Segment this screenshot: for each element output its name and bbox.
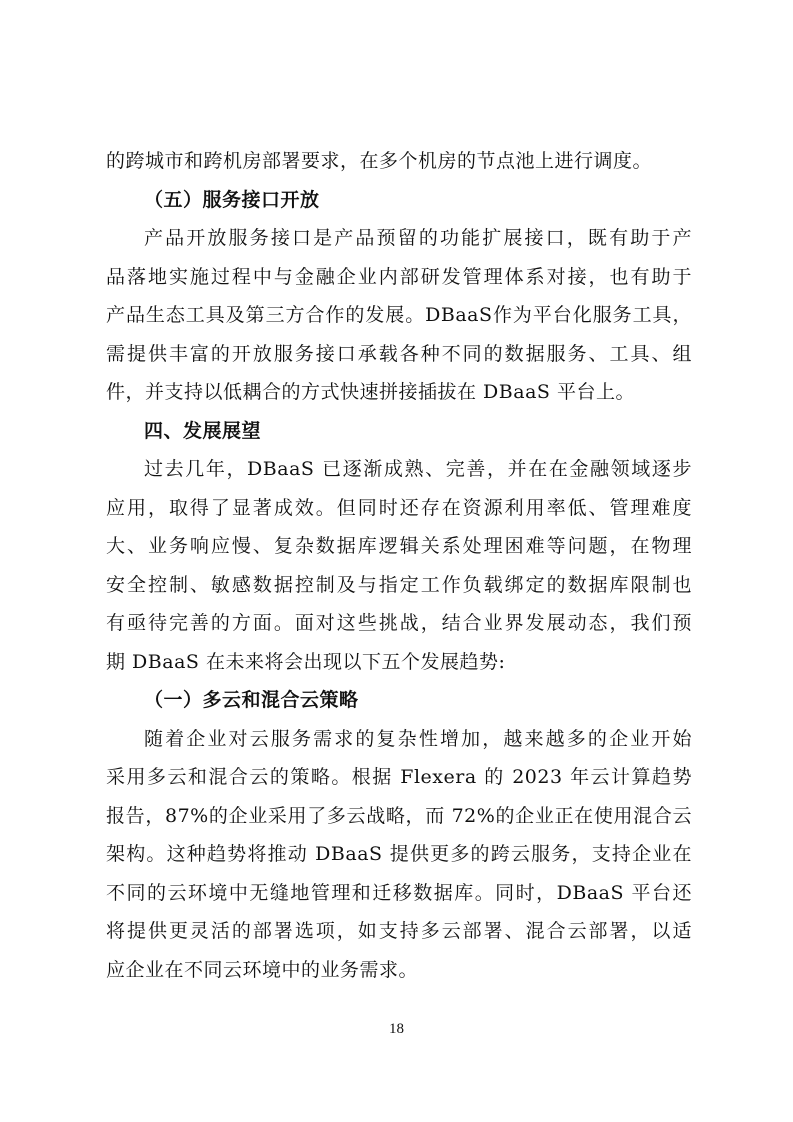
text-line: 产品开放服务接口是产品预留的功能扩展接口，既有助于产 — [144, 227, 692, 249]
text-line: 大、业务响应慢、复杂数据库逻辑关系处理困难等问题，在物理 — [106, 535, 692, 557]
text-line: 采用多云和混合云的策略。根据 Flexera 的 2023 年云计算趋势 — [106, 766, 692, 788]
section-heading: （五）服务接口开放 — [144, 188, 320, 211]
text-line: 有亟待完善的方面。面对这些挑战，结合业界发展动态，我们预 — [106, 612, 692, 634]
text-line: 品落地实施过程中与金融企业内部研发管理体系对接，也有助于 — [106, 265, 692, 288]
text-line: 需提供丰富的开放服务接口承载各种不同的数据服务、工具、组 — [106, 342, 692, 365]
text-line: 的跨城市和跨机房部署要求，在多个机房的节点池上进行调度。 — [106, 150, 653, 172]
section-heading: 四、发展展望 — [144, 419, 262, 442]
text-line: 不同的云环境中无缝地管理和迁移数据库。同时，DBaaS 平台还 — [106, 881, 692, 904]
text-line: 过去几年，DBaaS 已逐渐成熟、完善，并在在金融领域逐步 — [144, 458, 692, 480]
text-line: 期 DBaaS 在未来将会出现以下五个发展趋势: — [106, 650, 506, 673]
text-line: 报告，87%的企业采用了多云战略，而 72%的企业正在使用混合云 — [106, 804, 692, 827]
text-line: 将提供更灵活的部署选项，如支持多云部署、混合云部署，以适 — [106, 920, 692, 942]
page-body — [106, 142, 692, 989]
text-line: 应企业在不同云环境中的业务需求。 — [106, 958, 419, 981]
text-line: 应用，取得了显著成效。但同时还存在资源利用率低、管理难度 — [106, 496, 692, 519]
page-number: 18 — [389, 1021, 404, 1037]
text-line: 安全控制、敏感数据控制及与指定工作负载绑定的数据库限制也 — [106, 573, 692, 596]
text-line: 架构。这种趋势将推动 DBaaS 提供更多的跨云服务，支持企业在 — [106, 843, 692, 865]
text-line: 产品生态工具及第三方合作的发展。DBaaS作为平台化服务工具， — [106, 304, 692, 326]
text-line: 随着企业对云服务需求的复杂性增加，越来越多的企业开始 — [144, 727, 692, 750]
section-heading: （一）多云和混合云策略 — [144, 689, 359, 711]
text-line: 件，并支持以低耦合的方式快速拼接插拔在 DBaaS 平台上。 — [106, 381, 635, 403]
